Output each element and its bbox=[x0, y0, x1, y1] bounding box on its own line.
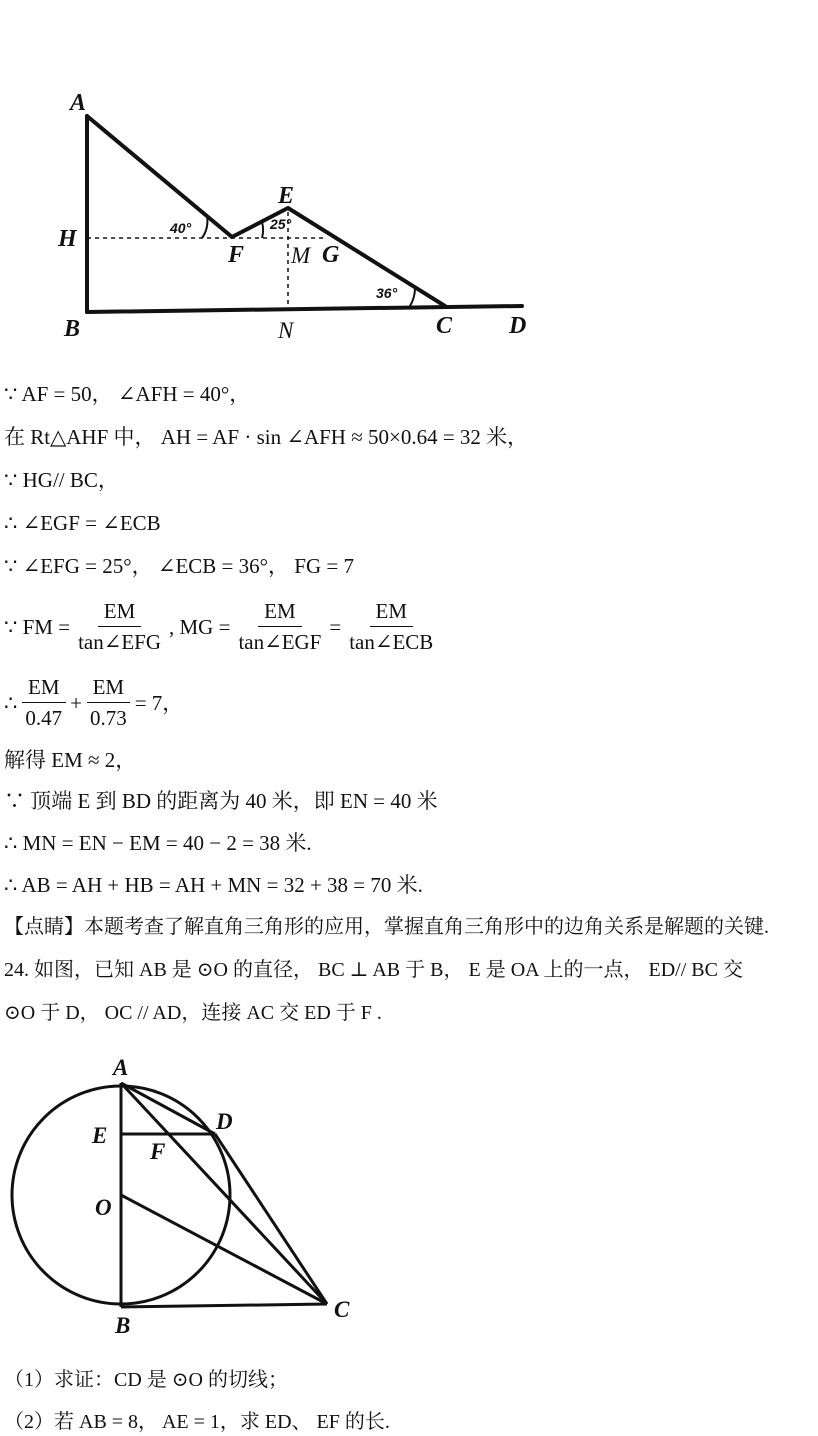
problem-24-stem-1: 24. 如图，已知 AB 是 ⊙O 的直径， BC ⊥ AB 于 B， E 是 OA 上的一点， ED// BC 交 bbox=[4, 959, 743, 981]
solution-line-3: ∵ HG// BC， bbox=[4, 468, 119, 492]
comment-dianjing: 【点睛】本题考查了解直角三角形的应用，掌握直角三角形中的边角关系是解题的关键. bbox=[4, 916, 769, 938]
fraction-em-073-den: 0.73 bbox=[89, 706, 127, 730]
fraction-mg-den: tan∠EGF bbox=[238, 630, 322, 654]
l7-suffix: = 7， bbox=[134, 690, 184, 715]
l7-prefix: ∴ bbox=[4, 690, 18, 715]
fraction-fm-num: EM bbox=[98, 596, 142, 627]
problem-24-stem-2: ⊙O 于 D， OC // AD，连接 AC 交 ED 于 F . bbox=[4, 1002, 382, 1024]
label-a-2: A bbox=[113, 1055, 129, 1080]
solution-line-9: ∵ 顶端 E 到 BD 的距离为 40 米，即 EN = 40 米 bbox=[4, 789, 438, 813]
label-c-2: C bbox=[334, 1297, 350, 1322]
solution-line-1: ∵ AF = 50， ∠AFH = 40°， bbox=[4, 382, 251, 406]
fraction-em-073 bbox=[84, 672, 133, 733]
angle-arc-ecb bbox=[410, 288, 415, 306]
fraction-fm bbox=[72, 596, 167, 657]
label-d: D bbox=[509, 313, 527, 339]
segment-bc bbox=[121, 1304, 327, 1307]
segment-ad bbox=[121, 1083, 215, 1134]
angle-label-efg: 25° bbox=[270, 216, 292, 232]
solution-line-11: ∴ AB = AH + HB = AH + MN = 32 + 38 = 70 米. bbox=[4, 873, 423, 897]
l6-prefix: ∵ FM = bbox=[4, 614, 71, 639]
label-f-2: F bbox=[150, 1139, 166, 1164]
solution-line-8: 解得 EM ≈ 2， bbox=[4, 748, 137, 772]
fraction-fm-den: tan∠EFG bbox=[78, 630, 161, 654]
fraction-ecb bbox=[343, 596, 439, 657]
l7-plus: + bbox=[70, 690, 82, 715]
l6-mid: , MG = bbox=[169, 614, 231, 639]
label-o-2: O bbox=[95, 1195, 112, 1220]
fraction-em-047-num: EM bbox=[22, 672, 66, 703]
figure-2-circle bbox=[0, 1045, 380, 1345]
solution-line-2: 在 Rt△AHF 中， AH = AF · sin ∠AFH ≈ 50×0.64 = 32 米， bbox=[4, 425, 529, 449]
angle-arc-efg bbox=[262, 222, 263, 238]
label-e: E bbox=[278, 183, 295, 209]
angle-arc-afh bbox=[202, 216, 207, 238]
solution-line-6 bbox=[4, 596, 441, 657]
label-n: N bbox=[278, 318, 294, 343]
figure-1-geometry bbox=[0, 0, 560, 350]
question-1: （1）求证：CD 是 ⊙O 的切线； bbox=[4, 1369, 288, 1391]
solution-line-7 bbox=[4, 672, 183, 733]
segment-oc bbox=[121, 1195, 327, 1304]
label-c: C bbox=[436, 313, 453, 339]
solution-line-4: ∴ ∠EGF = ∠ECB bbox=[4, 511, 161, 535]
solution-line-5: ∵ ∠EFG = 25°， ∠ECB = 36°， FG = 7 bbox=[4, 554, 354, 578]
label-f: F bbox=[228, 242, 245, 268]
angle-label-afh: 40° bbox=[170, 220, 192, 236]
question-2: （2）若 AB = 8， AE = 1，求 ED、 EF 的长. bbox=[4, 1411, 390, 1433]
label-h: H bbox=[58, 226, 77, 252]
fraction-em-047 bbox=[19, 672, 68, 733]
fraction-ecb-den: tan∠ECB bbox=[349, 630, 434, 654]
segment-af bbox=[87, 116, 232, 237]
label-e-2: E bbox=[92, 1123, 108, 1148]
solution-line-10: ∴ MN = EN − EM = 40 − 2 = 38 米. bbox=[4, 831, 312, 855]
label-d-2: D bbox=[216, 1109, 233, 1134]
angle-label-ecb: 36° bbox=[376, 285, 398, 301]
fraction-em-047-den: 0.47 bbox=[25, 706, 63, 730]
fraction-em-073-num: EM bbox=[87, 672, 131, 703]
fraction-mg bbox=[232, 596, 327, 657]
label-b-2: B bbox=[115, 1313, 131, 1338]
segment-bd bbox=[87, 306, 522, 312]
label-g: G bbox=[322, 242, 340, 268]
label-m: M bbox=[291, 243, 311, 268]
label-a: A bbox=[70, 90, 87, 116]
l6-eq: = bbox=[329, 614, 342, 639]
fraction-mg-num: EM bbox=[258, 596, 302, 627]
fraction-ecb-num: EM bbox=[370, 596, 414, 627]
segment-dc bbox=[215, 1134, 327, 1304]
label-b: B bbox=[64, 316, 81, 342]
